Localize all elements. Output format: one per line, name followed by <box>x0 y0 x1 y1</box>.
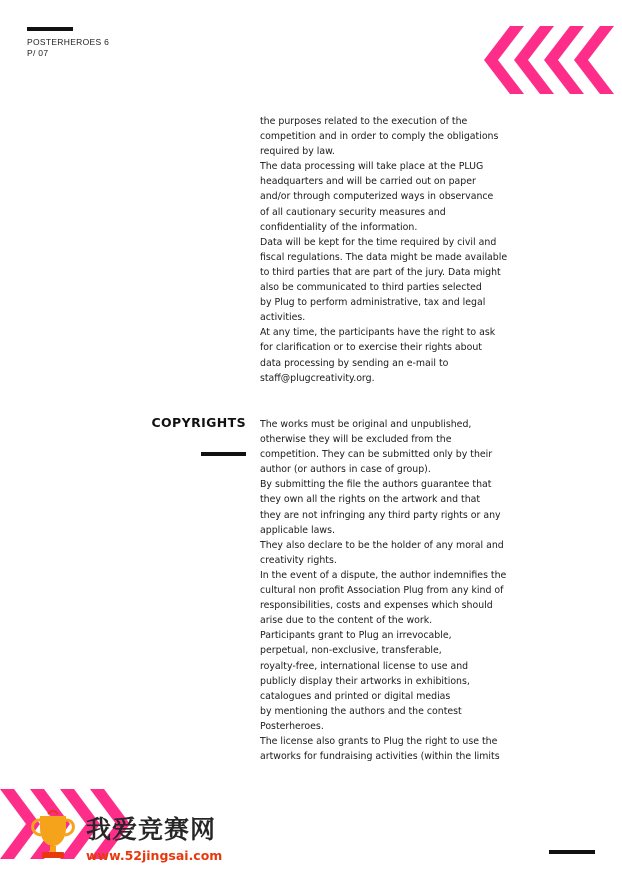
publication-name: POSTERHEROES 6 <box>27 37 110 47</box>
paragraph: They also declare to be the holder of any moral and creativity rights. <box>260 539 504 566</box>
watermark <box>28 808 258 866</box>
paragraph: By submitting the file the authors guarantee that they own all the rights on the artwork and that they are not infringing any third party rights or any applicable laws. <box>260 479 501 536</box>
section-heading-copyrights: COPYRIGHTS <box>151 415 246 430</box>
paragraph: Data will be kept for the time required by civil and fiscal regulations. The data might be made available to third parties that are part of the jury. Data might also be communicated to third parties selected by Plug to perform administrative, tax and legal activities. <box>260 236 508 324</box>
paragraph: The license also grants to Plug the right to use the artworks for fundraising activities (within the limits <box>260 735 500 763</box>
paragraph: The works must be original and unpublished, otherwise they will be excluded from the competition. They can be submitted only by their author (or authors in case of group). <box>260 419 493 476</box>
footer-rule <box>549 850 595 854</box>
privacy-text-continued <box>260 114 528 386</box>
paragraph: the purposes related to the execution of the competition and in order to comply the obligations required by law. <box>260 116 499 158</box>
watermark-url: www.52jingsai.com <box>86 848 223 863</box>
copyrights-text <box>260 417 528 764</box>
paragraph: Participants grant to Plug an irrevocable, perpetual, non-exclusive, transferable, royalty-free, international license to use and publicly display their artworks in exhibitions, catalogues and printed or digital medias by mentioning the authors and the contest Posterheroes. <box>260 630 470 732</box>
chevron-left-shape <box>574 26 614 94</box>
page-header <box>27 37 109 59</box>
watermark-title: 我爱竞赛网 <box>86 815 217 844</box>
page-number: P/ 07 <box>27 48 49 58</box>
paragraph: In the event of a dispute, the author indemnifies the cultural non profit Association Plug from any kind of responsibilities, costs and expenses which should arise due to the content of the work. <box>260 569 507 627</box>
paragraph: The data processing will take place at the PLUG headquarters and will be carried out on paper and/or through computerized ways in observance of all cautionary security measures and confidentiality of the information. <box>260 161 494 233</box>
header-rule <box>27 27 73 31</box>
trophy-icon <box>28 810 78 862</box>
chevron-decoration-top <box>478 26 622 94</box>
paragraph: At any time, the participants have the right to ask for clarification or to exercise their rights about data processing by sending an e-mail to staff@plugcreativity.org. <box>260 327 496 384</box>
section-rule <box>201 452 246 456</box>
